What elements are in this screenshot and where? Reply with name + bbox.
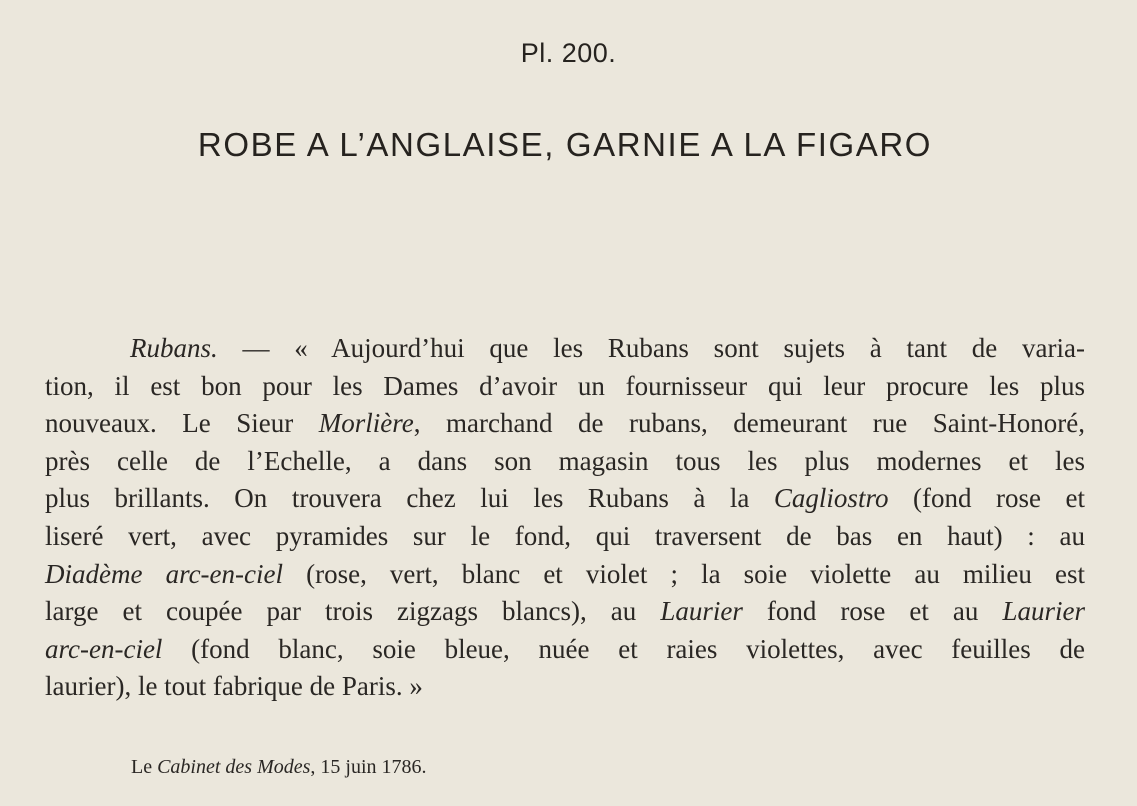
body-paragraph [45, 330, 1085, 706]
italic-term: Laurier [1002, 596, 1085, 627]
text-line [45, 556, 1085, 594]
text-line [45, 330, 1085, 368]
text-run: nouveaux. Le Sieur [45, 408, 319, 439]
text-run: (rose, vert, blanc et violet ; la soie violette au milieu est [283, 558, 1085, 589]
text-line [45, 631, 1085, 669]
text-run: large et coupée par trois zigzags blancs), au [45, 596, 661, 627]
text-run: — « Aujourd’hui que les Rubans sont sujets à tant de varia- [217, 333, 1085, 363]
italic-term: Diadème arc-en-ciel [45, 558, 283, 589]
plate-number: Pl. 200. [520, 38, 617, 68]
source-citation [131, 756, 427, 779]
text-line: près celle de l’Echelle, a dans son magasin tous les plus modernes et les [45, 445, 1085, 476]
text-line: liseré vert, avec pyramides sur le fond, qui traversent de bas en haut) : au [45, 520, 1085, 551]
text-run: , marchand de rubans, demeurant rue Saint-Honoré, [413, 408, 1085, 439]
text-line [45, 593, 1085, 631]
text-run: plus brillants. On trouvera chez lui les Rubans à la [45, 483, 774, 514]
page-title: ROBE A L’ANGLAISE, GARNIE A LA FIGARO [197, 126, 933, 163]
citation-source: Cabinet des Modes [157, 756, 311, 778]
italic-term: Morlière [318, 408, 414, 439]
italic-term: arc-en-ciel [45, 633, 163, 664]
text-run: (fond blanc, soie bleue, nuée et raies violettes, avec feuilles de [162, 633, 1085, 664]
text-run: (fond rose et [888, 483, 1085, 514]
text-run: fond rose et au [742, 596, 1003, 627]
text-line: tion, il est bon pour les Dames d’avoir un fournisseur qui leur procure les plus [45, 370, 1085, 401]
italic-term: Laurier [660, 596, 743, 627]
text-line [45, 480, 1085, 518]
text-line [45, 405, 1085, 443]
citation-date: , 15 juin 1786. [310, 756, 427, 778]
citation-prefix: Le [131, 756, 158, 778]
italic-term: Rubans. [130, 333, 218, 363]
text-line: laurier), le tout fabrique de Paris. » [45, 671, 423, 702]
italic-term: Cagliostro [773, 483, 889, 514]
